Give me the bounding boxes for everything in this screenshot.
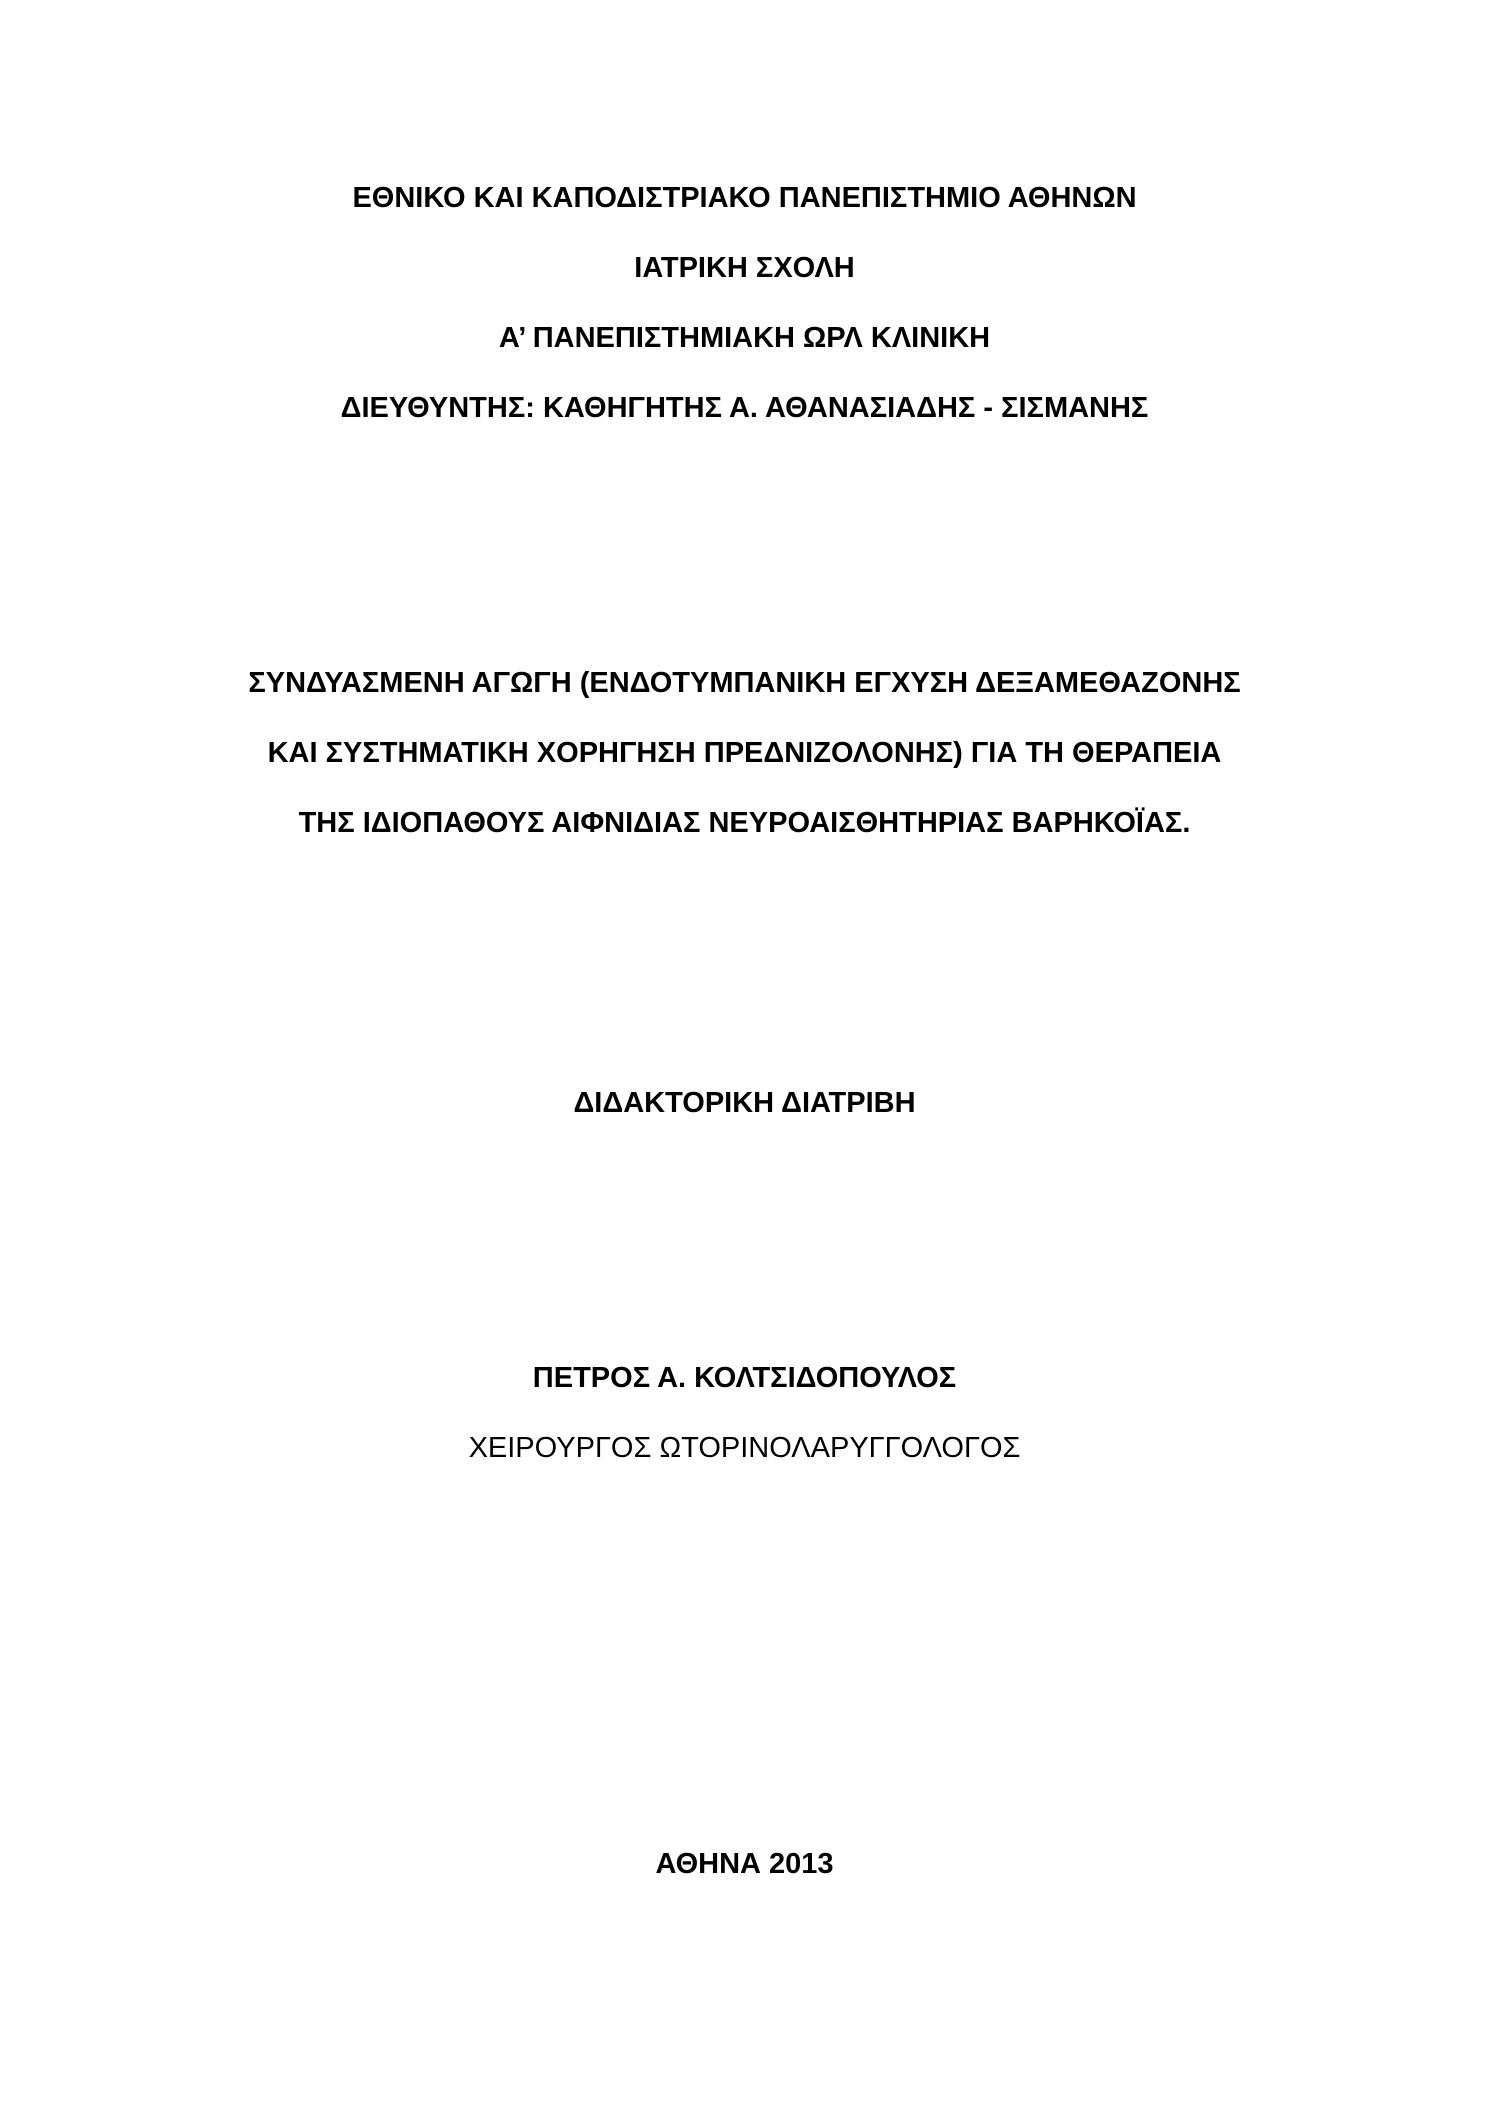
thesis-title-line-2: ΚΑΙ ΣΥΣΤΗΜΑΤΙΚΗ ΧΟΡΗΓΗΣΗ ΠΡΕΔΝΙΖΟΛΟΝΗΣ) ΓΙΑ ΤΗ ΘΕΡΑΠΕΙΑ (267, 737, 1222, 769)
thesis-title-line-3: ΤΗΣ ΙΔΙΟΠΑΘΟΥΣ ΑΙΦΝΙΔΙΑΣ ΝΕΥΡΟΑΙΣΘΗΤΗΡΙΑΣ ΒΑΡΗΚΟΪΑΣ. (298, 807, 1191, 839)
clinic-name: Α’ ΠΑΝΕΠΙΣΤΗΜΙΑΚΗ ΩΡΛ ΚΛΙΝΙΚΗ (498, 322, 991, 354)
author-profession: ΧΕΙΡΟΥΡΓΟΣ ΩΤΟΡΙΝΟΛΑΡΥΓΓΟΛΟΓΟΣ (468, 1432, 1021, 1464)
author-name: ΠΕΤΡΟΣ Α. ΚΟΛΤΣΙΔΟΠΟΥΛΟΣ (532, 1362, 957, 1394)
university-name: ΕΘΝΙΚΟ ΚΑΙ ΚΑΠΟΔΙΣΤΡΙΑΚΟ ΠΑΝΕΠΙΣΤΗΜΙΟ ΑΘΗΝΩΝ (352, 182, 1137, 214)
place-year: ΑΘΗΝΑ 2013 (655, 1848, 834, 1880)
thesis-title-line-1: ΣΥΝΔΥΑΣΜΕΝΗ ΑΓΩΓΗ (ΕΝΔΟΤΥΜΠΑΝΙΚΗ ΕΓΧΥΣΗ ΔΕΞΑΜΕΘΑΖΟΝΗΣ (248, 667, 1241, 699)
document-type: ΔΙΔΑΚΤΟΡΙΚΗ ΔΙΑΤΡΙΒΗ (573, 1087, 916, 1119)
school-name: ΙΑΤΡΙΚΗ ΣΧΟΛΗ (634, 252, 855, 284)
director-line: ΔΙΕΥΘΥΝΤΗΣ: ΚΑΘΗΓΗΤΗΣ Α. ΑΘΑΝΑΣΙΑΔΗΣ - ΣΙΣΜΑΝΗΣ (340, 392, 1149, 424)
